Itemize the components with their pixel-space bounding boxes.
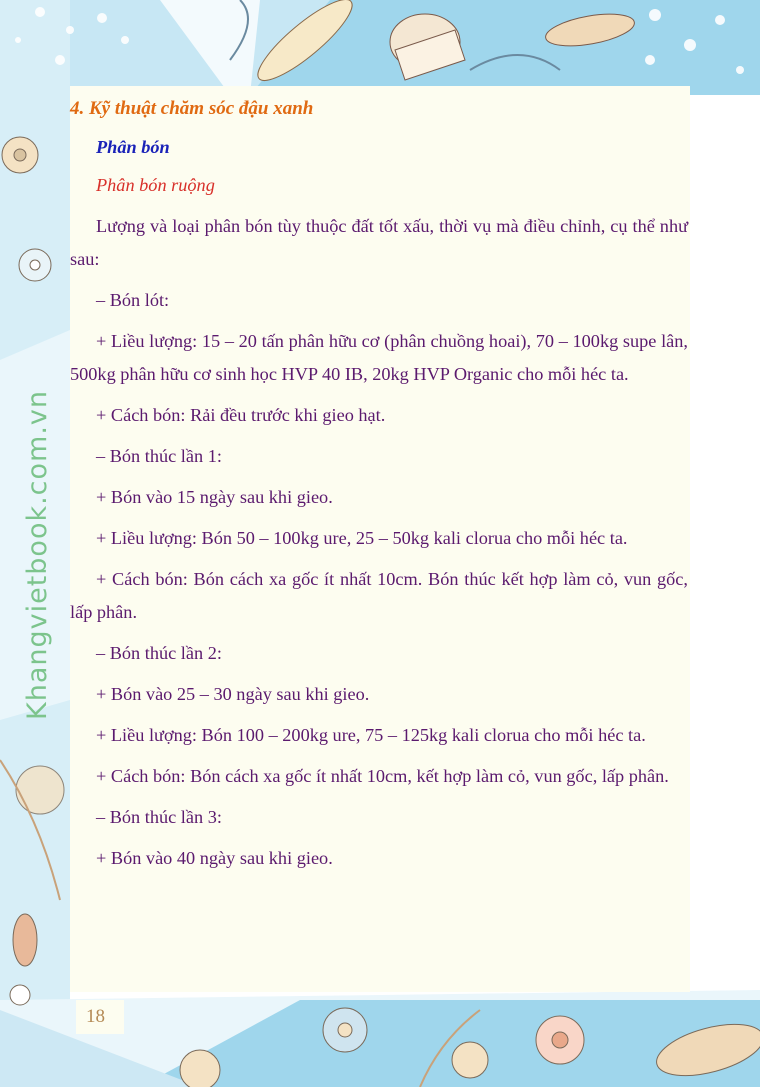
paragraph: – Bón thúc lần 1:	[96, 446, 222, 466]
paragraph: + Cách bón: Bón cách xa gốc ít nhất 10cm, kết hợp làm cỏ, vun gốc, lấp phân.	[96, 766, 669, 786]
paragraph: + Cách bón: Rải đều trước khi gieo hạt.	[96, 405, 386, 425]
paragraph: + Liều lượng: 15 – 20 tấn phân hữu cơ (phân chuồng hoai), 70 – 100kg supe lân, 500kg phân hữu cơ sinh học HVP 40 IB, 20kg HVP Organic cho mỗi héc ta.	[70, 331, 688, 384]
sub-sub-heading: Phân bón ruộng	[96, 175, 215, 195]
paragraph: + Liều lượng: Bón 50 – 100kg ure, 25 – 50kg kali clorua cho mỗi héc ta.	[96, 528, 628, 548]
publisher-watermark: Khangvietbook.com.vn	[22, 389, 53, 720]
sub-heading: Phân bón	[96, 137, 170, 157]
page-number: 18	[76, 1000, 124, 1034]
paragraph: + Liều lượng: Bón 100 – 200kg ure, 75 – 125kg kali clorua cho mỗi héc ta.	[96, 725, 646, 745]
paragraph: – Bón thúc lần 3:	[96, 807, 222, 827]
paragraph: + Bón vào 40 ngày sau khi gieo.	[96, 848, 333, 868]
paragraph: + Bón vào 25 – 30 ngày sau khi gieo.	[96, 684, 370, 704]
paragraph: – Bón thúc lần 2:	[96, 643, 222, 663]
page-content	[70, 92, 688, 883]
paragraph: + Cách bón: Bón cách xa gốc ít nhất 10cm. Bón thúc kết hợp làm cỏ, vun gốc, lấp phân.	[70, 569, 688, 622]
paragraph: – Bón lót:	[96, 290, 170, 310]
paragraph: + Bón vào 15 ngày sau khi gieo.	[96, 487, 333, 507]
section-heading: 4. Kỹ thuật chăm sóc đậu xanh	[70, 98, 314, 119]
paragraph: Lượng và loại phân bón tùy thuộc đất tốt xấu, thời vụ mà điều chỉnh, cụ thể như sau:	[70, 216, 688, 269]
